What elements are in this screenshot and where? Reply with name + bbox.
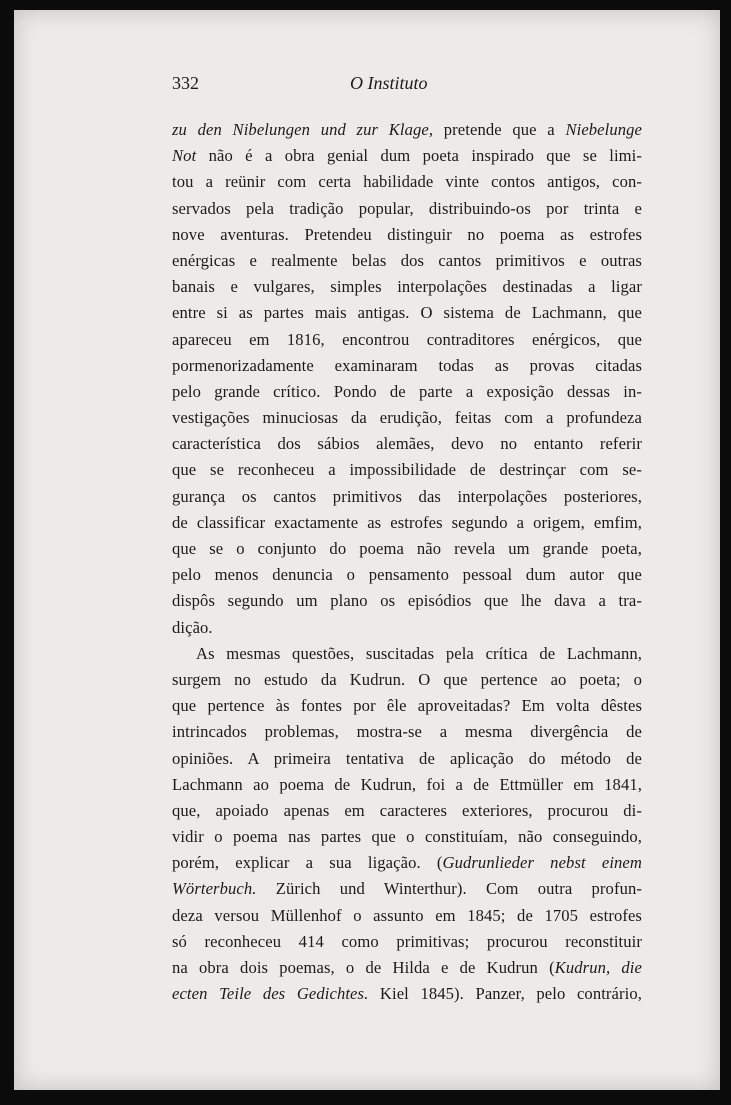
text-line [172,903,642,929]
italic-segment: Not [172,146,197,166]
text-line [172,588,642,614]
text-line [172,379,642,405]
text-line [172,300,642,326]
text-segment: que se reconheceu a impossibilidade de destrinçar com se- [172,460,642,480]
text-segment: só reconheceu 414 como primitivas; procurou reconstituir [172,931,642,951]
text-segment: que, apoiado apenas em caracteres exteriores, procurou di- [172,800,642,820]
text-segment: opiniões. A primeira tentativa de aplicação do método de [172,748,642,768]
text-line [172,536,642,562]
text-line [172,981,642,1007]
text-segment: pelo menos denuncia o pensamento pessoal dum autor que [172,565,642,585]
text-line [172,850,642,876]
text-segment: vidir o poema nas partes que o constituíam, não conseguindo, [172,827,642,847]
text-line [172,196,642,222]
text-segment: pretende que a [433,120,566,139]
text-segment: enérgicas e realmente belas dos cantos primitivos e outras [172,250,642,270]
text-segment: pormenorizadamente examinaram todas as provas citadas [172,355,642,375]
italic-segment: Wörterbuch. [172,879,257,899]
text-segment: que se o conjunto do poema não revela um grande poeta, [172,539,642,558]
text-segment: pelo grande crítico. Pondo de parte a exposição dessas in- [172,381,642,401]
text-segment: banais e vulgares, simples interpolações destinadas a ligar [172,277,642,297]
text-line [172,667,642,693]
text-line [172,274,642,300]
text-segment: deza versou Müllenhof o assunto em 1845; de 1705 estrofes [172,905,642,925]
text-line [172,798,642,824]
text-segment: servados pela tradição popular, distribuindo-os por trinta e [172,198,642,218]
text-line [172,327,642,353]
text-line [172,484,642,510]
text-segment: entre si as partes mais antigas. O sistema de Lachmann, que [172,303,642,323]
body-text [172,117,642,1007]
text-segment: porém, explicar a sua ligação. ( [172,853,443,873]
text-segment: vestigações minuciosas da erudição, feitas com a profundeza [172,408,642,428]
text-line [172,562,642,588]
text-line [172,143,642,169]
italic-segment: Niebelunge [565,120,642,139]
italic-segment: ecten Teile des Gedichtes. [172,984,369,1004]
text-segment: de classificar exactamente as estrofes segundo a origem, emfim, [172,512,642,532]
text-segment: surgem no estudo da Kudrun. O que pertence ao poeta; o [172,669,642,689]
text-segment: apareceu em 1816, encontrou contraditores enérgicos, que [172,329,642,349]
text-line [172,772,642,798]
page-header [172,73,642,97]
text-line [172,693,642,719]
italic-segment: Kudrun, die [554,958,642,977]
text-segment: Zürich und Winterthur). Com outra profun- [256,879,642,899]
italic-segment: zu den Nibelungen und zur Klage, [172,120,434,139]
text-line [172,615,642,641]
text-line [172,431,642,457]
text-line [172,719,642,745]
text-line [172,929,642,955]
text-line [172,955,642,981]
text-segment: intrincados problemas, mostra-se a mesma divergência de [172,722,642,742]
running-title: O Instituto [350,73,428,93]
text-segment: nove aventuras. Pretendeu distinguir no poema as estrofes [172,224,642,244]
text-line [172,641,642,667]
text-line [172,169,642,195]
text-segment: característica dos sábios alemães, devo no entanto referir [172,434,642,454]
text-segment: dispôs segundo um plano os episódios que lhe dava a tra- [172,591,642,611]
text-line [172,457,642,483]
text-line [172,876,642,902]
text-line [172,746,642,772]
text-line [172,117,642,143]
text-segment: na obra dois poemas, o de Hilda e de Kudrun ( [172,958,555,977]
text-segment: que pertence às fontes por êle aproveitadas? Em volta dêstes [172,696,642,716]
text-segment: não é a obra genial dum poeta inspirado que se limi- [196,146,642,166]
text-line [172,353,642,379]
page-number: 332 [172,73,199,93]
text-segment: dição. [172,617,213,637]
text-line [172,510,642,536]
italic-segment: Gudrunlieder nebst einem [442,853,642,873]
text-line [172,248,642,274]
text-segment: tou a reünir com certa habilidade vinte contos antigos, con- [172,172,642,192]
text-segment: As mesmas questões, suscitadas pela crítica de Lachmann, [196,643,642,663]
text-segment: Lachmann ao poema de Kudrun, foi a de Ettmüller em 1841, [172,774,642,794]
text-line [172,405,642,431]
book-page [14,10,720,1090]
text-segment: Kiel 1845). Panzer, pelo contrário, [368,984,642,1004]
text-line [172,222,642,248]
text-segment: gurança os cantos primitivos das interpolações posteriores, [172,486,642,506]
text-line [172,824,642,850]
